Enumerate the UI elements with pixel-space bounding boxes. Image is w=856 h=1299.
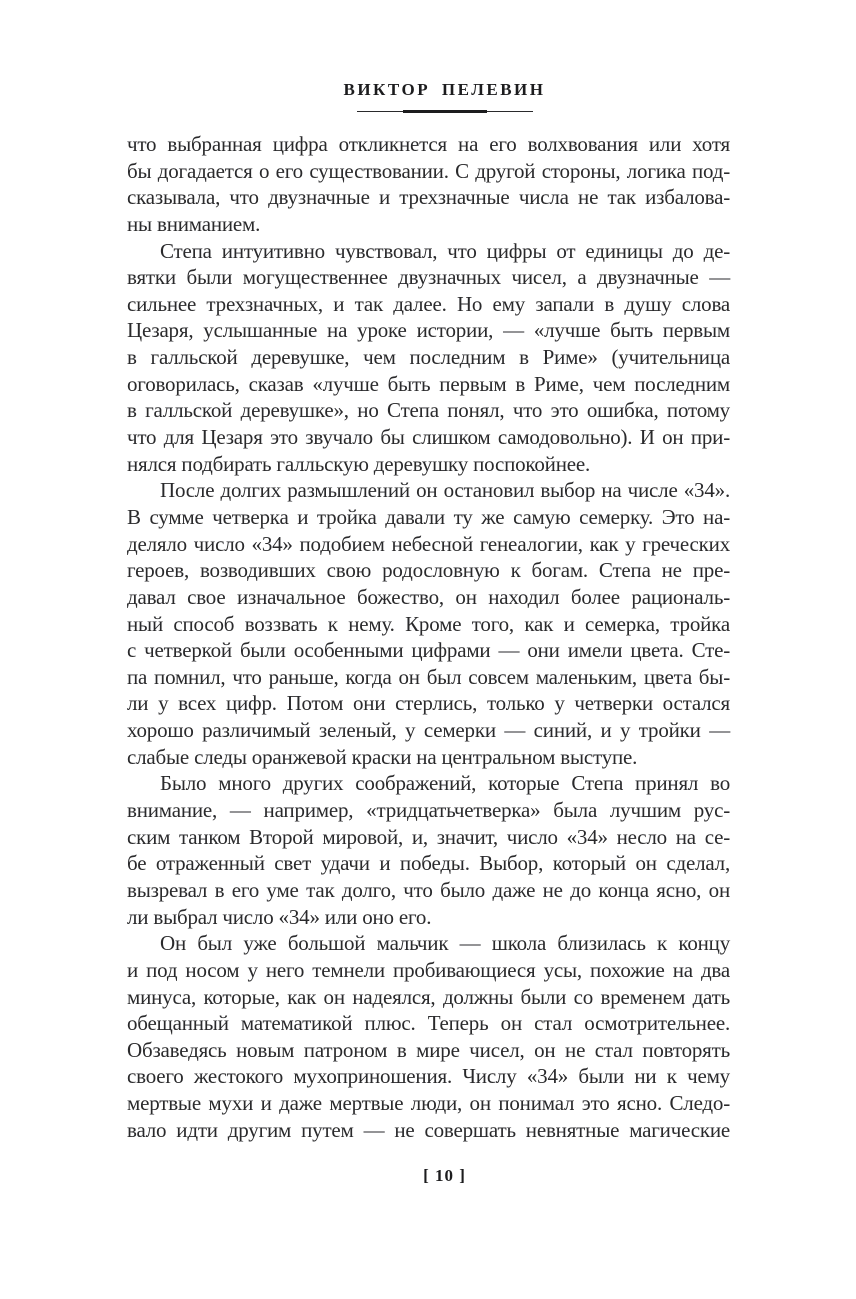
text-line: бы догадается о его существовании. С другой стороны, логика под- [127,158,730,183]
text-line: ли у всех цифр. Потом они стерлись, только у четверки остался [127,691,730,716]
text-line: вятки были могущественнее двузначных чисел, а двузначные — [127,265,730,290]
text-line: своего жестокого мухоприношения. Числу «34» были ни к чему [127,1064,730,1089]
text-line: деляло число «34» подобием небесной генеалогии, как у греческих [127,531,730,556]
header-divider [357,109,533,114]
text-line: бе отраженный свет удачи и победы. Выбор, который он сделал, [127,851,730,876]
divider-thick-rule [403,110,487,113]
text-line: ским танком Второй мировой, и, значит, число «34» несло на се- [127,824,730,849]
text-line: слабые следы оранжевой краски на центральном выступе. [127,744,638,769]
page-number: [ 10 ] [423,1166,466,1185]
text-line: ны вниманием. [127,211,261,236]
body-text [127,131,730,1143]
text-line: В сумме четверка и тройка давали ту же самую семерку. Это на- [127,504,730,529]
author-name: ВИКТОР ПЕЛЕВИН [343,80,546,99]
running-head [143,80,746,114]
text-line: Цезаря, услышанные на уроке истории, — «лучше быть первым [127,318,730,343]
text-line: Было много других соображений, которые Степа принял во [160,771,730,796]
text-line: обещанный математикой плюс. Теперь он стал осмотрительнее. [127,1011,730,1036]
text-line: ли выбрал число «34» или оно его. [127,904,432,929]
text-line: сказывала, что двузначные и трехзначные числа не так избалова- [127,185,730,210]
text-line: героев, возводивших свою родословную к богам. Степа не пре- [127,558,730,583]
page-footer [143,1166,746,1186]
text-line: минуса, которые, как он надеялся, должны были со временем дать [127,984,730,1009]
paragraph [127,770,730,930]
text-line: внимание, — например, «тридцатьчетверка» была лучшим рус- [127,798,730,823]
text-line: вало идти другим путем — не совершать невнятные магические [127,1117,730,1142]
text-line: и под носом у него темнели пробивающиеся усы, похожие на два [127,957,730,982]
text-line: мертвые мухи и даже мертвые люди, он понимал это ясно. Следо- [127,1091,730,1116]
text-line: оговорилась, сказав «лучше быть первым в Риме, чем последним [127,371,730,396]
text-line: вызревал в его уме так долго, что было даже не до конца ясно, он [127,877,730,902]
text-line: па помнил, что раньше, когда он был совсем маленьким, цвета бы- [127,664,730,689]
paragraph [127,131,730,238]
text-line: Обзаведясь новым патроном в мире чисел, он не стал повторять [127,1037,730,1062]
text-line: что для Цезаря это звучало бы слишком самодовольно). И он при- [127,425,730,450]
text-line: что выбранная цифра откликнется на его волхвования или хотя [127,132,730,156]
text-line: Он был уже большой мальчик — школа близилась к концу [160,931,730,956]
text-line: в галльской деревушке, чем последним в Риме» (учительница [127,345,730,370]
text-line: хорошо различимый зеленый, у семерки — синий, и у тройки — [127,718,730,743]
text-line: Степа интуитивно чувствовал, что цифры от единицы до де- [160,238,730,263]
paragraph [127,930,730,1143]
text-line: нялся подбирать галльскую деревушку поспокойнее. [127,451,591,476]
text-line: ный способ воззвать к нему. Кроме того, как и семерка, тройка [127,611,730,636]
text-line: После долгих размышлений он остановил выбор на числе «34». [160,478,730,503]
paragraph [127,477,730,770]
paragraph [127,238,730,478]
text-line: в галльской деревушке», но Степа понял, что это ошибка, потому [127,398,730,423]
text-line: давал свое изначальное божество, он находил более рациональ- [127,584,730,609]
text-line: сильнее трехзначных, и так далее. Но ему запали в душу слова [127,291,730,316]
text-line: с четверкой были особенными цифрами — они имели цвета. Сте- [127,638,730,663]
